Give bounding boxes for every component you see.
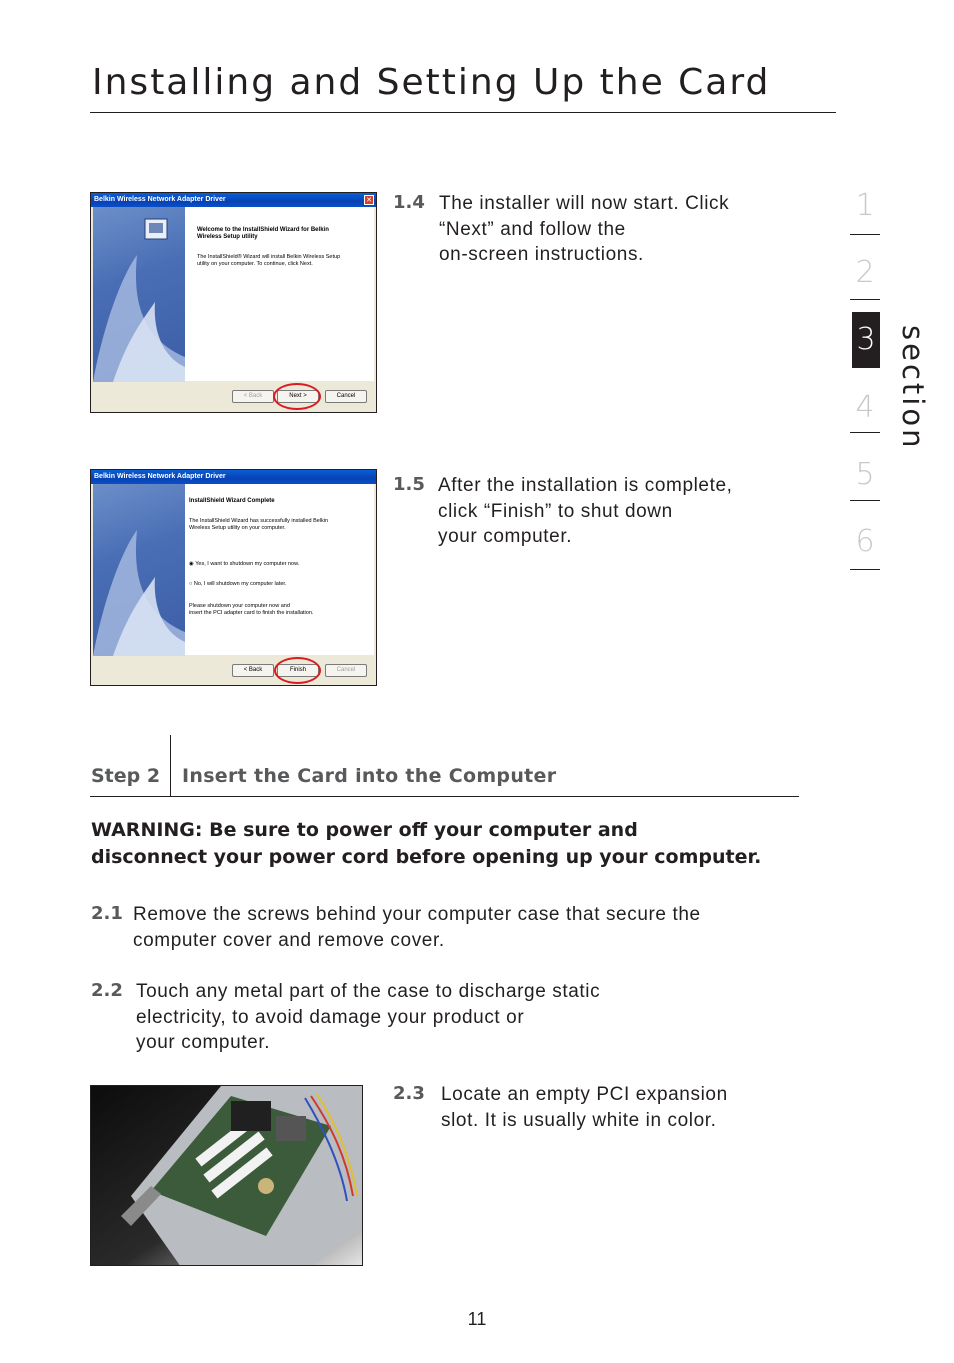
text-line: computer cover and remove cover. — [133, 929, 445, 951]
text-line: slot. It is usually white in color. — [441, 1109, 717, 1131]
dialog-title-bar: Belkin Wireless Network Adapter Driver — [91, 193, 376, 207]
section-divider — [850, 299, 880, 300]
wizard-heading: Welcome to the InstallShield Wizard for Belkin — [197, 227, 329, 233]
wizard-art-icon — [93, 207, 185, 382]
warning-line: WARNING: Be sure to power off your computer and — [91, 819, 638, 841]
step-2-title: Insert the Card into the Computer — [182, 765, 557, 787]
step-number: 2.3 — [393, 1083, 425, 1104]
step-2-rule — [90, 796, 799, 797]
finish-button[interactable]: Finish — [277, 664, 319, 677]
step-number: 2.1 — [91, 903, 123, 924]
step-1-5-text — [438, 473, 798, 550]
section-number-3-active: 3 — [852, 312, 880, 368]
pci-slot-photo-illustration — [91, 1086, 363, 1266]
section-number-1: 1 — [855, 188, 875, 223]
radio-unselected-icon: ○ — [189, 581, 193, 587]
text-line: on-screen instructions. — [439, 244, 644, 265]
warning-text — [91, 817, 791, 871]
page-number: 11 — [467, 1309, 487, 1329]
wizard-art-icon — [93, 484, 185, 656]
text-line: Locate an empty PCI expansion — [441, 1084, 728, 1105]
installer-welcome-screenshot — [90, 192, 377, 413]
installer-complete-screenshot — [90, 469, 377, 686]
step-number: 2.2 — [91, 980, 123, 1001]
step-number: 1.5 — [393, 474, 425, 495]
step-2-1-text — [133, 902, 813, 953]
next-button[interactable]: Next > — [277, 390, 319, 403]
computer-interior-photo — [90, 1085, 363, 1266]
text-line: Touch any metal part of the case to discharge static — [136, 981, 601, 1002]
text-line: your computer. — [438, 526, 573, 547]
step-2-2-text — [136, 979, 796, 1056]
wizard-body-line: utility on your computer. To continue, click Next. — [197, 261, 313, 267]
wizard-side-graphic — [93, 484, 185, 656]
section-divider — [850, 569, 880, 570]
page-title: Installing and Setting Up the Card — [92, 62, 771, 103]
wizard-side-graphic — [93, 207, 185, 382]
section-divider — [850, 500, 880, 501]
step-1-4-text — [439, 191, 799, 268]
radio-selected-icon: ◉ — [189, 561, 194, 567]
wizard-heading-2: Wireless Setup utility — [197, 234, 258, 240]
wizard-body-line: The InstallShield® Wizard will install Belkin Wireless Setup — [197, 254, 341, 260]
dialog-content — [185, 484, 374, 655]
text-line: “Next” and follow the — [439, 218, 626, 240]
highlight-circle — [274, 657, 321, 684]
section-number-4: 4 — [855, 390, 875, 425]
back-button[interactable]: < Back — [232, 664, 274, 677]
dialog-title-bar: Belkin Wireless Network Adapter Driver — [91, 470, 376, 484]
dialog-content — [185, 207, 374, 381]
radio-label: Yes, I want to shutdown my computer now. — [195, 561, 300, 567]
wizard-body-line: Wireless Setup utility on your computer. — [189, 525, 286, 531]
section-number-5: 5 — [855, 457, 875, 492]
cancel-button[interactable]: Cancel — [325, 664, 367, 677]
radio-option-no[interactable] — [189, 581, 369, 588]
text-line: electricity, to avoid damage your product or — [136, 1006, 525, 1028]
radio-option-yes[interactable] — [189, 561, 369, 568]
text-line: your computer. — [136, 1032, 271, 1053]
step-number: 1.4 — [393, 192, 425, 213]
wizard-note-line: insert the PCI adapter card to finish the installation. — [189, 610, 314, 616]
text-line: click “Finish” to shut down — [438, 500, 673, 522]
step-divider-vertical — [170, 735, 171, 797]
radio-label: No, I will shutdown my computer later. — [193, 581, 287, 587]
wizard-note-line: Please shutdown your computer now and — [189, 603, 290, 609]
section-number-2: 2 — [855, 255, 875, 290]
wizard-body-line: The InstallShield Wizard has successfully installed Belkin — [189, 518, 329, 524]
warning-line: disconnect your power cord before opening up your computer. — [91, 846, 762, 868]
text-line: After the installation is complete, — [438, 475, 733, 496]
text-line: The installer will now start. Click — [439, 193, 730, 214]
back-button[interactable]: < Back — [232, 390, 274, 403]
step-2-3-text — [441, 1082, 801, 1133]
step-2-label: Step 2 — [91, 765, 161, 787]
highlight-circle — [273, 383, 321, 410]
section-divider — [850, 234, 880, 235]
cancel-button[interactable]: Cancel — [325, 390, 367, 403]
close-icon: ✕ — [364, 195, 374, 205]
section-divider — [850, 432, 880, 433]
section-label: section — [896, 325, 930, 451]
section-number-6: 6 — [855, 524, 875, 559]
text-line: Remove the screws behind your computer case that secure the — [133, 904, 701, 925]
wizard-heading: InstallShield Wizard Complete — [189, 498, 275, 504]
header-divider — [90, 112, 836, 113]
